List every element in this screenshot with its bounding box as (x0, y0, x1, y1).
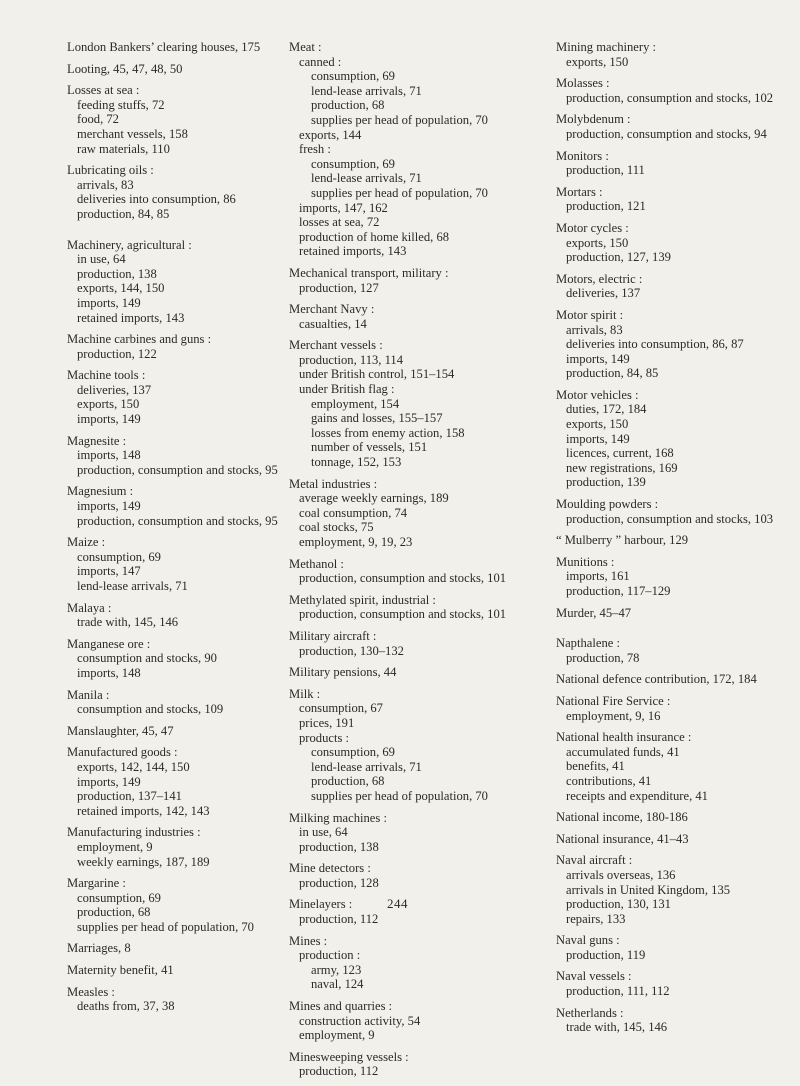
index-subentry: exports, 150 (77, 397, 140, 412)
index-subentry: production, 84, 85 (77, 206, 170, 221)
index-column-3 (556, 40, 796, 1042)
index-subentry: deaths from, 37, 38 (77, 999, 175, 1014)
index-heading: Merchant Navy : (289, 302, 375, 317)
index-entry (556, 149, 796, 178)
index-subentry: consumption and stocks, 109 (77, 702, 224, 717)
index-subentry: production, 127, 139 (566, 250, 671, 265)
index-entry (67, 825, 277, 869)
index-heading: Milk : (289, 686, 321, 701)
index-subentry: fresh : (299, 142, 331, 157)
index-heading: Motor spirit : (556, 307, 624, 322)
index-heading: Magnesite : (67, 433, 127, 448)
index-heading: Methylated spirit, industrial : (289, 592, 436, 607)
index-subentry: receipts and expenditure, 41 (566, 788, 708, 803)
index-subentry: consumption, 69 (311, 69, 395, 84)
index-entry (289, 477, 544, 550)
index-subentry: imports, 149 (77, 774, 141, 789)
index-subentry: consumption, 69 (311, 745, 395, 760)
index-heading: Motors, electric : (556, 271, 643, 286)
index-subentry: coal stocks, 75 (299, 520, 374, 535)
index-subentry: imports, 149 (77, 295, 141, 310)
index-subentry: exports, 144, 150 (77, 281, 165, 296)
index-subentry: feeding stuffs, 72 (77, 97, 165, 112)
index-heading: Molybdenum : (556, 112, 631, 127)
index-subentry: supplies per head of population, 70 (311, 112, 488, 127)
index-subentry: production, 84, 85 (566, 366, 659, 381)
index-entry (67, 963, 277, 978)
index-heading: Naval vessels : (556, 969, 632, 984)
index-subentry: accumulated funds, 41 (566, 744, 680, 759)
index-entry (67, 434, 277, 478)
index-subentry: production, consumption and stocks, 102 (566, 90, 774, 105)
index-entry (67, 601, 277, 630)
index-subentry: supplies per head of population, 70 (311, 788, 488, 803)
index-subentry: production, 138 (299, 839, 379, 854)
index-subentry: production, 112 (299, 1064, 379, 1079)
index-heading: “ Mulberry ” harbour, 129 (556, 533, 689, 548)
index-heading: Motor cycles : (556, 220, 629, 235)
index-subentry: production, 111 (566, 163, 645, 178)
index-subentry: imports, 149 (77, 499, 141, 514)
index-subentry: production, 137–141 (77, 789, 182, 804)
index-subentry: benefits, 41 (566, 759, 625, 774)
index-subentry: imports, 149 (77, 412, 141, 427)
index-subentry: under British flag : (299, 382, 395, 397)
index-heading: Netherlands : (556, 1005, 624, 1020)
index-column-2 (289, 40, 544, 1086)
index-entry (289, 897, 544, 926)
index-entry (289, 811, 544, 855)
index-subentry: deliveries into consumption, 86 (77, 192, 236, 207)
index-subentry: consumption, 69 (311, 156, 395, 171)
index-heading: National income, 180-186 (556, 810, 688, 825)
index-entry (556, 112, 796, 141)
index-entry (289, 593, 544, 622)
index-entry (289, 302, 544, 331)
index-entry (289, 629, 544, 658)
index-subentry: production, 117–129 (566, 584, 671, 598)
index-heading: Malaya : (67, 600, 112, 615)
index-subentry: casualties, 14 (299, 316, 367, 331)
index-entry (289, 338, 544, 469)
index-entry (67, 62, 277, 77)
index-subentry: employment, 9, 16 (566, 708, 661, 723)
index-subentry: naval, 124 (311, 977, 364, 992)
index-subentry: exports, 150 (566, 54, 629, 69)
index-heading: Maternity benefit, 41 (67, 963, 174, 978)
index-entry (289, 40, 544, 259)
index-subentry: retained imports, 143 (77, 310, 185, 325)
index-entry (556, 672, 796, 687)
index-subentry: imports, 147, 162 (299, 200, 388, 215)
index-subentry: production, consumption and stocks, 101 (299, 571, 507, 586)
index-subentry: in use, 64 (77, 252, 126, 267)
index-heading: National Fire Service : (556, 693, 671, 708)
index-entry (67, 163, 277, 221)
index-subentry: arrivals in United Kingdom, 135 (566, 882, 731, 897)
index-subentry: weekly earnings, 187, 189 (77, 854, 210, 869)
index-subentry: production, 111, 112 (566, 984, 670, 999)
index-subentry: production of home killed, 68 (299, 229, 450, 244)
index-subentry: production, consumption and stocks, 95 (77, 513, 278, 528)
index-heading: Manslaughter, 45, 47 (67, 723, 174, 738)
index-heading: Mechanical transport, military : (289, 265, 449, 280)
index-heading: Mortars : (556, 184, 603, 199)
index-heading: Machine carbines and guns : (67, 332, 212, 347)
index-subentry: new registrations, 169 (566, 460, 678, 475)
index-heading: Molasses : (556, 76, 610, 91)
index-heading: Milking machines : (289, 810, 387, 825)
index-entry (556, 969, 796, 998)
index-subentry: lend-lease arrivals, 71 (311, 759, 422, 774)
index-entry (67, 688, 277, 717)
index-entry (556, 185, 796, 214)
index-subentry: merchant vessels, 158 (77, 126, 188, 141)
index-subentry: army, 123 (311, 962, 362, 977)
index-subentry: contributions, 41 (566, 773, 652, 788)
index-subentry: consumption, 67 (299, 701, 383, 716)
index-entry (556, 853, 796, 926)
index-subentry: gains and losses, 155–157 (311, 411, 443, 426)
index-subentry: raw materials, 110 (77, 141, 170, 156)
index-entry (289, 266, 544, 295)
index-subentry: tonnage, 152, 153 (311, 455, 402, 470)
index-heading: Motor vehicles : (556, 387, 639, 402)
index-subentry: lend-lease arrivals, 71 (311, 83, 422, 98)
index-subentry: employment, 9, 19, 23 (299, 535, 413, 549)
index-subentry: losses at sea, 72 (299, 215, 380, 230)
index-subentry: production, 121 (566, 199, 646, 214)
index-heading: Munitions : (556, 554, 615, 569)
index-heading: Methanol : (289, 556, 344, 571)
page-number: 244 (387, 896, 408, 911)
index-heading: Lubricating oils : (67, 163, 154, 178)
index-heading: Mines and quarries : (289, 999, 393, 1014)
index-heading: Margarine : (67, 876, 126, 891)
index-heading: Military pensions, 44 (289, 665, 397, 680)
index-entry (556, 308, 796, 381)
index-subentry: imports, 147 (77, 564, 141, 579)
index-heading: Naval guns : (556, 933, 620, 948)
index-heading: Minelayers : (289, 897, 353, 912)
index-subentry: imports, 161 (566, 569, 630, 584)
index-subentry: prices, 191 (299, 715, 355, 730)
index-heading: Murder, 45–47 (556, 605, 632, 620)
index-heading: Military aircraft : (289, 628, 377, 643)
index-subentry: production, 68 (311, 774, 385, 789)
index-subentry: arrivals, 83 (566, 322, 623, 337)
index-heading: Looting, 45, 47, 48, 50 (67, 61, 183, 76)
index-subentry: imports, 148 (77, 448, 141, 463)
index-entry (556, 933, 796, 962)
index-entry (556, 694, 796, 723)
index-subentry: supplies per head of population, 70 (77, 919, 254, 934)
index-subentry: retained imports, 143 (299, 244, 407, 259)
index-subentry: coal consumption, 74 (299, 505, 408, 520)
index-heading: Napthalene : (556, 636, 620, 651)
index-heading: Maize : (67, 535, 106, 550)
index-subentry: consumption and stocks, 90 (77, 651, 217, 666)
index-heading: Minesweeping vessels : (289, 1049, 409, 1064)
index-subentry: production, 130, 131 (566, 897, 671, 912)
index-entry (67, 484, 277, 528)
index-subentry: under British control, 151–154 (299, 367, 455, 382)
index-subentry: production, consumption and stocks, 94 (566, 126, 767, 141)
index-subentry: trade with, 145, 146 (566, 1020, 668, 1035)
index-heading: Measles : (67, 984, 115, 999)
index-subentry: deliveries, 137 (77, 382, 152, 397)
index-subentry: supplies per head of population, 70 (311, 185, 488, 200)
index-subentry: exports, 142, 144, 150 (77, 759, 190, 774)
index-subentry: losses from enemy action, 158 (311, 425, 465, 440)
index-subentry: deliveries, 137 (566, 286, 641, 301)
index-subentry: lend-lease arrivals, 71 (77, 579, 188, 593)
index-entry (289, 687, 544, 804)
index-subentry: production, consumption and stocks, 101 (299, 607, 507, 622)
index-subentry: imports, 149 (566, 351, 630, 366)
index-subentry: employment, 9 (299, 1028, 375, 1043)
index-subentry: production, consumption and stocks, 95 (77, 462, 278, 477)
index-subentry: duties, 172, 184 (566, 402, 647, 417)
index-entry (556, 388, 796, 490)
index-heading: Manganese ore : (67, 636, 151, 651)
index-subentry: production, 113, 114 (299, 352, 404, 367)
index-subentry: retained imports, 142, 143 (77, 803, 210, 818)
index-subentry: production, 139 (566, 475, 646, 490)
index-subentry: production, 78 (566, 650, 640, 665)
index-subentry: production, 68 (77, 905, 151, 920)
index-entry (67, 40, 277, 55)
index-subentry: employment, 9 (77, 839, 153, 854)
index-subentry: construction activity, 54 (299, 1013, 421, 1028)
index-heading: Machine tools : (67, 368, 146, 383)
index-entry (289, 999, 544, 1043)
index-heading: London Bankers’ clearing houses, 175 (67, 40, 261, 54)
index-entry (556, 1006, 796, 1035)
index-entry (67, 745, 277, 818)
index-heading: Marriages, 8 (67, 941, 131, 956)
index-subentry: repairs, 133 (566, 911, 626, 926)
index-entry (67, 238, 277, 326)
index-heading: Manila : (67, 687, 110, 702)
index-heading: Machinery, agricultural : (67, 237, 192, 252)
index-subentry: number of vessels, 151 (311, 440, 428, 455)
index-subentry: production, 127 (299, 280, 379, 295)
index-subentry: average weekly earnings, 189 (299, 491, 449, 506)
index-heading: Mine detectors : (289, 861, 371, 876)
index-subentry: production, 112 (299, 912, 379, 927)
index-subentry: deliveries into consumption, 86, 87 (566, 337, 744, 352)
index-subentry: consumption, 69 (77, 549, 161, 564)
index-entry (289, 861, 544, 890)
index-subentry: licences, current, 168 (566, 446, 674, 461)
index-entry (289, 1050, 544, 1079)
index-subentry: exports, 150 (566, 417, 629, 432)
index-subentry: production, 122 (77, 346, 157, 361)
index-subentry: food, 72 (77, 112, 119, 127)
index-subentry: production, consumption and stocks, 103 (566, 511, 774, 526)
index-subentry: imports, 148 (77, 665, 141, 680)
index-subentry: production, 128 (299, 875, 379, 890)
index-subentry: arrivals overseas, 136 (566, 867, 676, 882)
index-subentry: trade with, 145, 146 (77, 615, 179, 630)
index-entry (556, 40, 796, 69)
index-subentry: imports, 149 (566, 431, 630, 446)
index-heading: Moulding powders : (556, 497, 659, 512)
index-subentry: canned : (299, 54, 342, 69)
index-entry (556, 636, 796, 665)
index-subentry: exports, 144 (299, 127, 362, 142)
index-heading: Naval aircraft : (556, 853, 633, 868)
index-subentry: employment, 154 (311, 396, 400, 411)
index-subentry: consumption, 69 (77, 890, 161, 905)
index-heading: Meat : (289, 40, 322, 54)
index-entry (67, 941, 277, 956)
index-heading: Metal industries : (289, 476, 378, 491)
index-heading: Magnesium : (67, 484, 134, 499)
index-entry (556, 497, 796, 526)
index-entry (556, 832, 796, 847)
index-entry (67, 332, 277, 361)
index-subentry: products : (299, 730, 350, 745)
index-entry (67, 876, 277, 934)
index-heading: National health insurance : (556, 730, 692, 745)
index-heading: National insurance, 41–43 (556, 831, 689, 846)
index-entry (289, 665, 544, 680)
index-entry (67, 985, 277, 1014)
index-heading: Losses at sea : (67, 83, 140, 98)
index-entry (289, 934, 544, 992)
index-entry (67, 637, 277, 681)
index-subentry: production : (299, 948, 361, 963)
index-entry (67, 724, 277, 739)
index-heading: National defence contribution, 172, 184 (556, 672, 757, 687)
index-heading: Mines : (289, 933, 328, 948)
index-entry (556, 730, 796, 803)
index-entry (556, 606, 796, 621)
index-entry (289, 557, 544, 586)
index-entry (67, 83, 277, 156)
index-heading: Manufacturing industries : (67, 825, 201, 840)
index-subentry: production, 138 (77, 266, 157, 281)
index-subentry: lend-lease arrivals, 71 (311, 171, 422, 186)
index-subentry: arrivals, 83 (77, 177, 134, 192)
index-subentry: production, 130–132 (299, 643, 404, 658)
index-subentry: production, 68 (311, 98, 385, 113)
index-heading: Mining machinery : (556, 40, 657, 54)
index-subentry: exports, 150 (566, 235, 629, 250)
index-entry (67, 368, 277, 426)
index-column-1 (67, 40, 277, 1021)
index-entry (556, 533, 796, 548)
index-entry (556, 272, 796, 301)
index-entry (67, 535, 277, 593)
index-entry (556, 76, 796, 105)
index-heading: Monitors : (556, 148, 609, 163)
index-subentry: in use, 64 (299, 825, 348, 840)
index-subentry: production, 119 (566, 947, 646, 962)
index-entry (556, 555, 796, 599)
index-entry (556, 221, 796, 265)
index-entry (556, 810, 796, 825)
index-heading: Manufactured goods : (67, 745, 178, 760)
index-heading: Merchant vessels : (289, 338, 383, 353)
